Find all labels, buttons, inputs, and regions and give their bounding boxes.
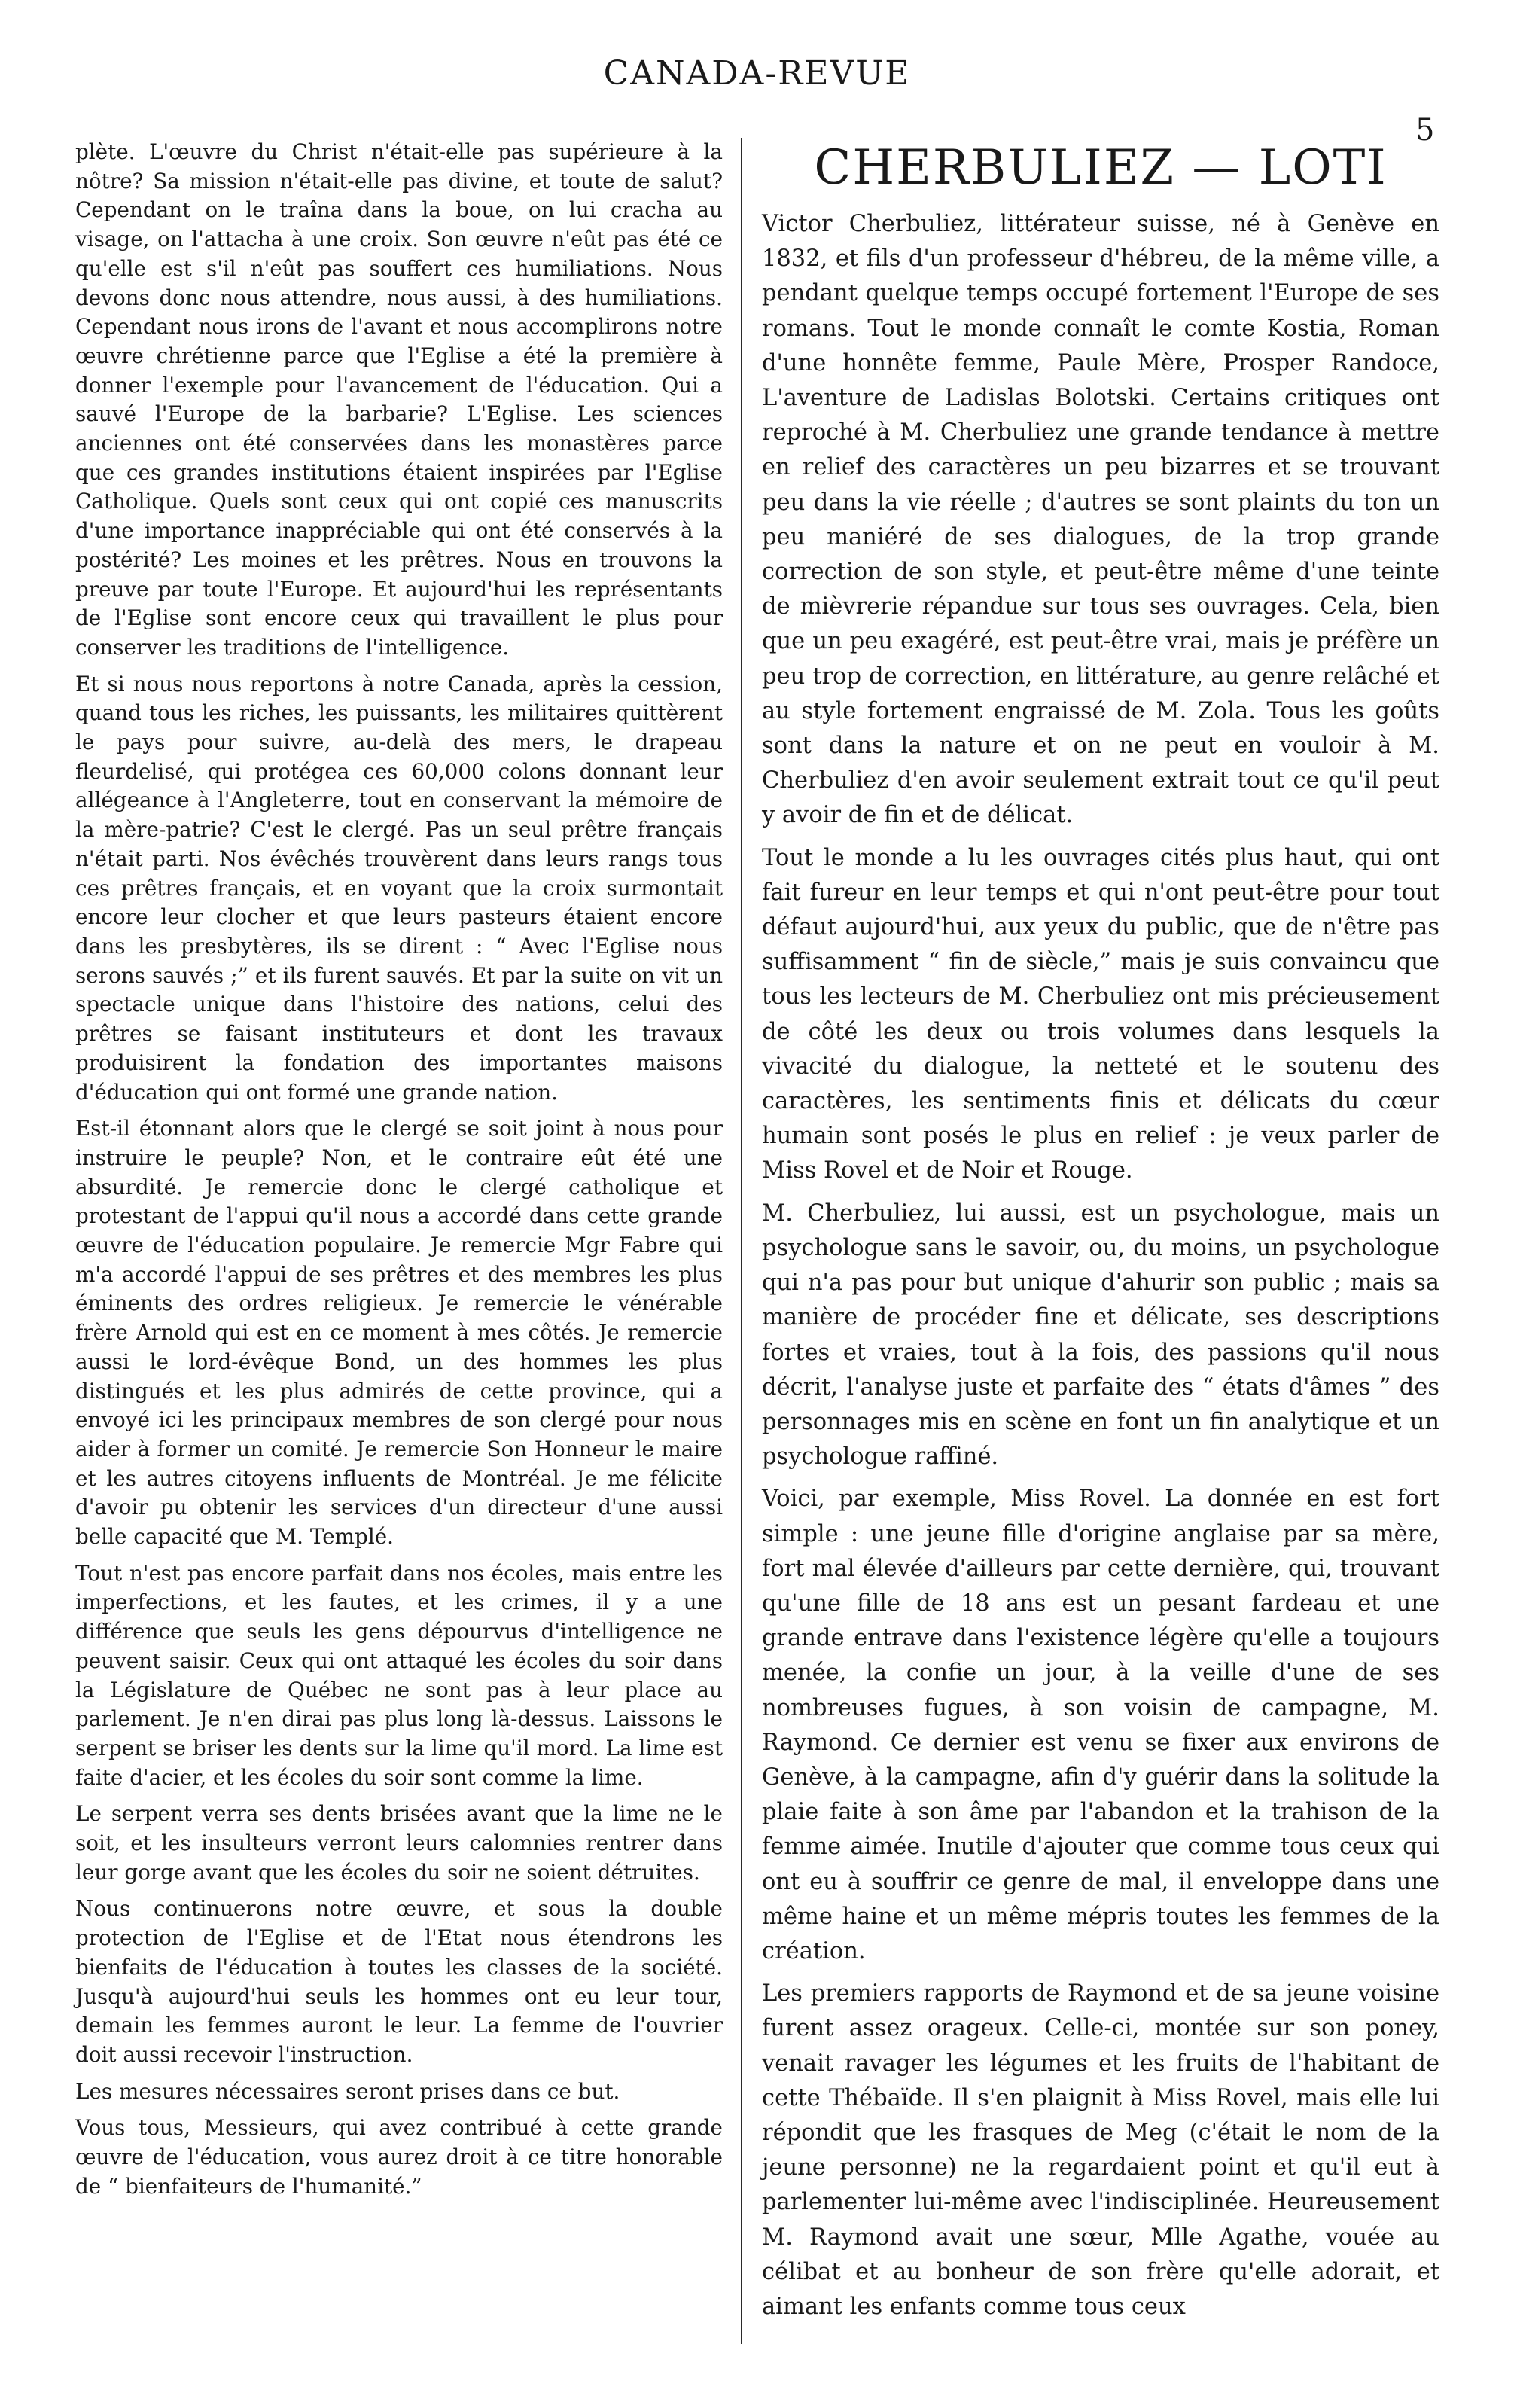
left-paragraph: Les mesures nécessaires seront prises dans ce but.: [75, 2078, 620, 2104]
column-divider: [741, 138, 742, 2344]
article-title: CHERBULIEZ — LOTI: [814, 140, 1388, 196]
right-column: [762, 138, 1439, 2332]
left-paragraph: Est-il étonnant alors que le clergé se soit joint à nous pour instruire le peuple? Non, et le contraire eût été une absurdité. Je remercie donc le clergé catholique et protestant de l'appui qu'il nous a accordé dans cette grande œuvre de l'éducation populaire. Je remercie Mgr Fabre qui m'a accordé l'appui de ses prêtres et des membres les plus éminents des ordres religieux. Je remercie le vénérable frère Arnold qui est en ce moment à mes côtés. Je remercie aussi le lord-évêque Bond, un des hommes les plus distingués et les plus admirés de cette province, qui a envoyé ici les principaux membres de son clergé pour nous aider à former un comité. Je remercie Son Honneur le maire et les autres citoyens influents de Montréal. Je me félicite d'avoir pu obtenir les services d'un directeur d'une aussi belle capacité que M. Templé.: [75, 1116, 723, 1550]
left-paragraph: Le serpent verra ses dents brisées avant que la lime ne le soit, et les insulteurs verront leurs calomnies rentrer dans leur gorge avant que les écoles du soir ne soient détruites.: [75, 1801, 723, 1885]
left-paragraph: Vous tous, Messieurs, qui avez contribué à cette grande œuvre de l'éducation, vous aurez droit à ce titre honorable de “ bienfaiteurs de l'humanité.”: [75, 2115, 723, 2199]
right-paragraph: M. Cherbuliez, lui aussi, est un psychologue, mais un psychologue sans le savoir, ou, du moins, un psychologue qui n'a pas pour but unique d'ahurir son public ; mais sa manière de procéder fine et délicate, ses descriptions fortes et vraies, tout à la fois, des passions qu'il nous décrit, l'analyse juste et parfaite des “ états d'âmes ” des personnages mis en scène en font un fin analytique et un psychologue raffiné.: [762, 1199, 1439, 1471]
right-paragraph: Victor Cherbuliez, littérateur suisse, né à Genève en 1832, et fils d'un professeur d'hébreu, de la même ville, a pendant quelque temps occupé fortement l'Europe de ses romans. Tout le monde connaît le comte Kostia, Roman d'une honnête femme, Paule Mère, Prosper Randoce, L'aventure de Ladislas Bolotski. Certains critiques ont reproché à M. Cherbuliez une grande tendance à mettre en relief des caractères un peu bizarres et se trouvant peu dans la vie réelle ; d'autres se sont plaints du ton un peu maniéré de ses dialogues, de la trop grande correction de son style, et peut-être même d'une teinte de mièvrerie répandue sur tous ses ouvrages. Cela, bien que un peu exagéré, est peut-être vrai, mais je préfère un peu trop de correction, en littérature, au genre relâché et au style fortement engraissé de M. Zola. Tous les goûts sont dans la nature et on ne peut en vouloir à M. Cherbuliez d'en avoir seulement extrait tout ce qu'il peut y avoir de fin et de délicat.: [762, 211, 1439, 829]
journal-title: CANADA-REVUE: [603, 54, 911, 93]
left-paragraph: Et si nous nous reportons à notre Canada, après la cession, quand tous les riches, les puissants, les militaires quittèrent le pays pour suivre, au-delà des mers, le drapeau fleurdelisé, qui protégea ces 60,000 colons donnant leur allégeance à l'Angleterre, tout en conservant la mémoire de la mère-patrie? C'est le clergé. Pas un seul prêtre français n'était parti. Nos évêchés trouvèrent dans leurs rangs tous ces prêtres français, et en voyant que la croix surmontait encore leur clocher et que leurs pasteurs étaient encore dans les presbytères, ils se dirent : “ Avec l'Eglise nous serons sauvés ;” et ils furent sauvés. Et par la suite on vit un spectacle unique dans l'histoire des nations, celui des prêtres se faisant instituteurs et dont les travaux produisirent la fondation des importantes maisons d'éducation qui ont formé une grande nation.: [75, 671, 723, 1105]
left-column: [75, 138, 723, 2209]
right-paragraph: Les premiers rapports de Raymond et de sa jeune voisine furent assez orageux. Celle-ci, montée sur son poney, venait ravager les légumes et les fruits de l'habitant de cette Thébaïde. Il s'en plaignit à Miss Rovel, mais elle lui répondit que les frasques de Meg (c'était le nom de la jeune personne) ne la regardaient point et qu'il eut à parlementer lui-même avec l'indisciplinée. Heureusement M. Raymond avait une sœur, Mlle Agathe, vouée au célibat et au bonheur de son frère qu'elle adorait, et aimant les enfants comme tous ceux: [762, 1980, 1439, 2320]
page-number: 5: [1415, 113, 1435, 148]
right-paragraph: Voici, par exemple, Miss Rovel. La donnée en est fort simple : une jeune fille d'origine anglaise par sa mère, fort mal élevée d'ailleurs par cette dernière, qui, trouvant qu'une fille de 18 ans est un pesant fardeau et une grande entrave dans l'existence légère qu'elle a toujours menée, la confie un jour, à la veille d'une de ses nombreuses fugues, à son voisin de campagne, M. Raymond. Ce dernier est venu se fixer aux environs de Genève, à la campagne, afin d'y guérir dans la solitude la plaie faite à son âme par l'abandon et la trahison de la femme aimée. Inutile d'ajouter que comme tous ceux qui ont eu à souffrir ce genre de mal, il enveloppe dans une même haine et un même mépris toutes les femmes de la création.: [762, 1486, 1439, 1965]
left-paragraph: Tout n'est pas encore parfait dans nos écoles, mais entre les imperfections, et les fautes, et les crimes, il y a une différence que seuls les gens dépourvus d'intelligence ne peuvent saisir. Ceux qui ont attaqué les écoles du soir dans la Législature de Québec ne sont pas à leur place au parlement. Je n'en dirai pas plus long là-dessus. Laissons le serpent se briser les dents sur la lime qu'il mord. La lime est faite d'acier, et les écoles du soir sont comme la lime.: [75, 1560, 723, 1790]
right-paragraph: Tout le monde a lu les ouvrages cités plus haut, qui ont fait fureur en leur temps et qui n'ont peut-être pour tout défaut aujourd'hui, aux yeux du public, que de n'être pas suffisamment “ fin de siècle,” mais je suis convaincu que tous les lecteurs de M. Cherbuliez ont mis précieusement de côté les deux ou trois volumes dans lesquels la vivacité du dialogue, la netteté et le soutenu des caractères, les sentiments finis et délicats du cœur humain sont posés le plus en relief : je veux parler de Miss Rovel et de Noir et Rouge.: [762, 844, 1439, 1184]
left-paragraph: Nous continuerons notre œuvre, et sous la double protection de l'Eglise et de l'Etat nous étendrons les bienfaits de l'éducation à toutes les classes de la société. Jusqu'à aujourd'hui seuls les hommes ont eu leur tour, demain les femmes auront le leur. La femme de l'ouvrier doit aussi recevoir l'instruction.: [75, 1896, 723, 2067]
left-paragraph: plète. L'œuvre du Christ n'était-elle pas supérieure à la nôtre? Sa mission n'était-elle pas divine, et toute de salut? Cependant on le traîna dans la boue, on lui cracha au visage, on l'attacha à une croix. Son œuvre n'eût pas été ce qu'elle est s'il n'eût pas souffert ces humiliations. Nous devons donc nous attendre, nous aussi, à des humiliations. Cependant nous irons de l'avant et nous accomplirons notre œuvre chrétienne parce que l'Eglise a été la première à donner l'exemple pour l'avancement de l'éducation. Qui a sauvé l'Europe de la barbarie? L'Eglise. Les sciences anciennes ont été conservées dans les monastères parce que ces grandes institutions étaient inspirées par l'Eglise Catholique. Quels sont ceux qui ont copié ces manuscrits d'une importance inappréciable qui ont été conservés à la postérité? Les moines et les prêtres. Nous en trouvons la preuve par toute l'Europe. Et aujourd'hui les représentants de l'Eglise sont encore ceux qui travaillent le plus pour conserver les traditions de l'intelligence.: [75, 139, 723, 660]
